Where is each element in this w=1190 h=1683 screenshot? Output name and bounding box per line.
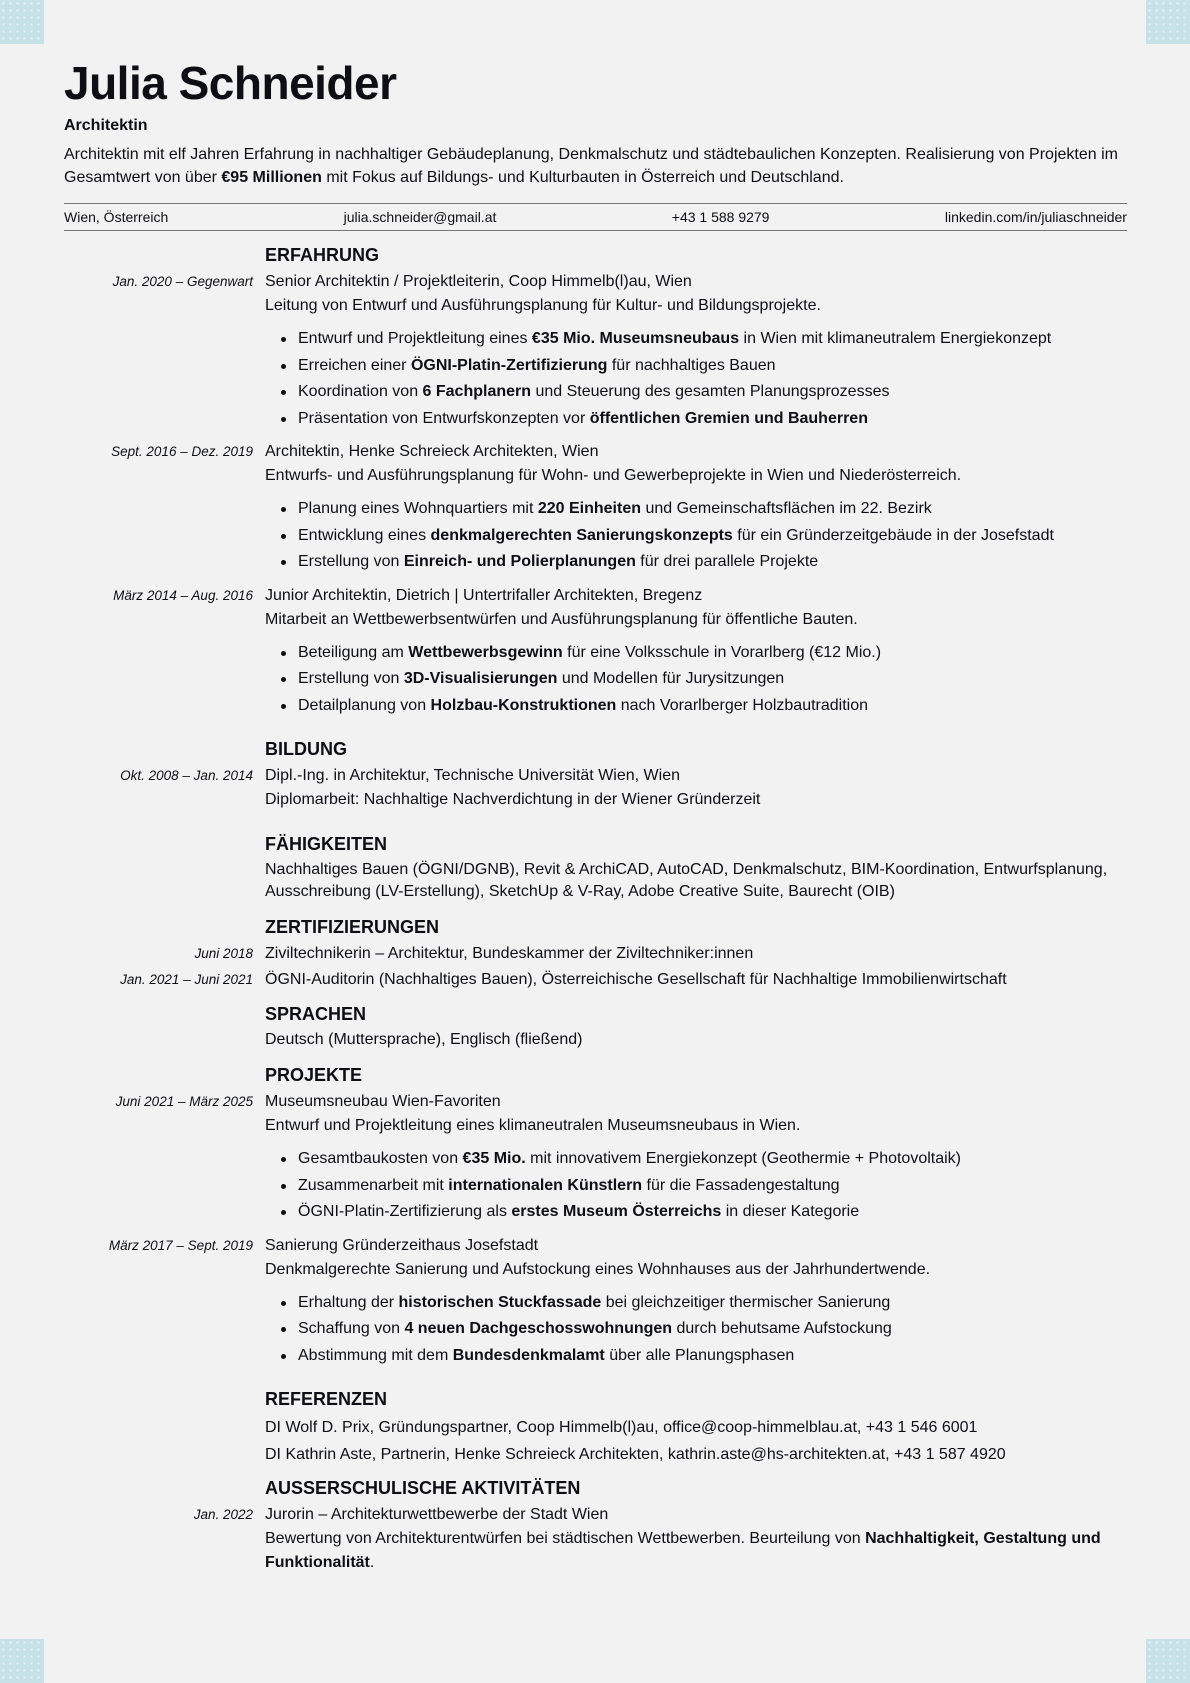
bullet-item: Schaffung von 4 neuen Dachgeschosswohnungen durch behutsame Aufstockung: [281, 1316, 1127, 1343]
entry-title: Dipl.-Ing. in Architektur, Technische Universität Wien, Wien: [265, 767, 680, 784]
section-title: BILDUNG: [265, 739, 347, 759]
entry-date: Jan. 2020 – Gegenwart: [112, 274, 253, 289]
entry-date: März 2014 – Aug. 2016: [113, 587, 253, 603]
bullet-list: [281, 496, 1127, 576]
section-title: ZERTIFIZIERUNGEN: [265, 917, 439, 937]
section-references: [64, 1387, 1127, 1468]
corner-decoration-bottom-right: [1146, 1639, 1190, 1683]
bullet-item: ÖGNI-Platin-Zertifizierung als erstes Museum Österreichs in dieser Kategorie: [281, 1199, 1127, 1226]
bullet-list: [281, 640, 1127, 720]
contact-phone[interactable]: +43 1 588 9279: [671, 209, 770, 225]
section-education: [64, 737, 1127, 812]
entry-title: ÖGNI-Auditorin (Nachhaltiges Bauen), Österreichische Gesellschaft für Nachhaltige Immobilienwirtschaft: [265, 971, 1007, 988]
bullet-item: Entwicklung eines denkmalgerechten Sanierungskonzepts für ein Gründerzeitgebäude in der Josefstadt: [281, 523, 1127, 550]
section-title: ERFAHRUNG: [265, 245, 380, 265]
entry-title: Ziviltechnikerin – Architektur, Bundeskammer der Ziviltechniker:innen: [265, 945, 754, 962]
education-entry: [64, 764, 1127, 812]
entry-description: Denkmalgerechte Sanierung und Aufstockung eines Wohnhauses aus der Jahrhundertwende.: [265, 1260, 931, 1278]
bullet-item: Abstimmung mit dem Bundesdenkmalamt über alle Planungsphasen: [281, 1343, 1127, 1370]
section-projects: [64, 1063, 1127, 1369]
skills-text: Nachhaltiges Bauen (ÖGNI/DGNB), Revit & ArchiCAD, AutoCAD, Denkmalschutz, BIM-Koordination, Entwurfsplanung, Ausschreibung (LV-Erstellung), SketchUp & V-Ray, Adobe Creative Suite, Baurecht (OIB): [265, 861, 1108, 900]
section-skills: [64, 832, 1127, 903]
entry-description: Leitung von Entwurf und Ausführungsplanung für Kultur- und Bildungsprojekte.: [265, 297, 821, 314]
corner-decoration-bottom-left: [0, 1639, 44, 1683]
section-title: AUSSERSCHULISCHE AKTIVITÄTEN: [265, 1478, 581, 1498]
entry-description: Entwurf und Projektleitung eines klimaneutralen Museumsneubaus in Wien.: [265, 1117, 801, 1134]
reference-line: DI Kathrin Aste, Partnerin, Henke Schreieck Architekten, kathrin.aste@hs-architekten.at, +43 1 587 4920: [265, 1446, 1006, 1463]
languages-text: Deutsch (Muttersprache), Englisch (fließend): [265, 1031, 583, 1048]
entry-title: Junior Architektin, Dietrich | Untertrifaller Architekten, Bregenz: [265, 586, 703, 604]
resume-page: [64, 54, 1127, 1583]
corner-decoration-top-left: [0, 0, 44, 44]
certification-entry: [64, 968, 1127, 992]
bullet-item: Gesamtbaukosten von €35 Mio. mit innovativem Energiekonzept (Geothermie + Photovoltaik): [281, 1146, 1127, 1173]
bullet-item: Erstellung von Einreich- und Polierplanungen für drei parallele Projekte: [281, 549, 1127, 576]
contact-bar: [64, 203, 1127, 231]
bullet-item: Koordination von 6 Fachplanern und Steuerung des gesamten Planungsprozesses: [281, 379, 1127, 406]
section-certifications: [64, 915, 1127, 992]
section-title: PROJEKTE: [265, 1065, 363, 1085]
entry-date: Juni 2018: [194, 946, 253, 961]
corner-decoration-top-right: [1146, 0, 1190, 44]
bullet-item: Erreichen einer ÖGNI-Platin-Zertifizierung für nachhaltiges Bauen: [281, 353, 1127, 380]
certification-entry: [64, 942, 1127, 966]
section-experience: [64, 243, 1127, 719]
entry-date: Sept. 2016 – Dez. 2019: [111, 444, 253, 459]
bullet-item: Präsentation von Entwurfskonzepten vor öffentlichen Gremien und Bauherren: [281, 406, 1127, 433]
section-languages: [64, 1002, 1127, 1051]
entry-title: Jurorin – Architekturwettbewerbe der Stadt Wien: [265, 1506, 609, 1523]
entry-title: Sanierung Gründerzeithaus Josefstadt: [265, 1236, 539, 1254]
bullet-item: Detailplanung von Holzbau-Konstruktionen nach Vorarlberger Holzbautradition: [281, 693, 1127, 720]
project-entry: [64, 1234, 1127, 1370]
entry-description: Entwurfs- und Ausführungsplanung für Wohn- und Gewerbeprojekte in Wien und Niederösterreich.: [265, 467, 962, 484]
section-title: FÄHIGKEITEN: [265, 834, 388, 854]
bullet-item: Erhaltung der historischen Stuckfassade bei gleichzeitiger thermischer Sanierung: [281, 1290, 1127, 1317]
experience-entry: [64, 584, 1127, 720]
entry-description: Bewertung von Architekturentwürfen bei städtischen Wettbewerben. Beurteilung von Nachhaltigkeit, Gestaltung und Funktionalität.: [265, 1530, 1101, 1571]
section-activities: [64, 1476, 1127, 1575]
section-title: SPRACHEN: [265, 1004, 367, 1024]
entry-date: Jan. 2022: [193, 1507, 253, 1522]
entry-date: Jan. 2021 – Juni 2021: [120, 972, 253, 987]
project-entry: [64, 1090, 1127, 1226]
bullet-item: Entwurf und Projektleitung eines €35 Mio. Museumsneubaus in Wien mit klimaneutralem Energiekonzept: [281, 326, 1127, 353]
contact-linkedin[interactable]: linkedin.com/in/juliaschneider: [944, 209, 1127, 225]
bullet-list: [281, 1146, 1127, 1226]
contact-email[interactable]: julia.schneider@gmail.at: [343, 209, 497, 225]
entry-title: Museumsneubau Wien-Favoriten: [265, 1093, 501, 1110]
bullet-list: [281, 1290, 1127, 1370]
experience-entry: [64, 270, 1127, 432]
candidate-name: Julia Schneider: [64, 57, 397, 109]
entry-date: März 2017 – Sept. 2019: [108, 1237, 253, 1253]
entry-description: Diplomarbeit: Nachhaltige Nachverdichtung in der Wiener Gründerzeit: [265, 791, 761, 808]
entry-title: Senior Architektin / Projektleiterin, Coop Himmelb(l)au, Wien: [265, 273, 692, 290]
bullet-list: [281, 326, 1127, 432]
reference-line: DI Wolf D. Prix, Gründungspartner, Coop Himmelb(l)au, office@coop-himmelblau.at, +43 1 546 6001: [265, 1419, 978, 1436]
experience-entry: [64, 440, 1127, 576]
entry-description: Mitarbeit an Wettbewerbsentwürfen und Ausführungsplanung für öffentliche Bauten.: [265, 610, 858, 628]
section-title: REFERENZEN: [265, 1389, 388, 1409]
activity-entry: [64, 1503, 1127, 1575]
candidate-role: Architektin: [64, 117, 148, 134]
bullet-item: Zusammenarbeit mit internationalen Künstlern für die Fassadengestaltung: [281, 1173, 1127, 1200]
bullet-item: Planung eines Wohnquartiers mit 220 Einheiten und Gemeinschaftsflächen im 22. Bezirk: [281, 496, 1127, 523]
entry-title: Architektin, Henke Schreieck Architekten, Wien: [265, 443, 599, 460]
bullet-item: Beteiligung am Wettbewerbsgewinn für eine Volksschule in Vorarlberg (€12 Mio.): [281, 640, 1127, 667]
contact-location: Wien, Österreich: [64, 209, 169, 225]
entry-date: Okt. 2008 – Jan. 2014: [120, 768, 253, 783]
bullet-item: Erstellung von 3D-Visualisierungen und Modellen für Jurysitzungen: [281, 666, 1127, 693]
summary: Architektin mit elf Jahren Erfahrung in nachhaltiger Gebäudeplanung, Denkmalschutz und städtebaulichen Konzepten. Realisierung von Projekten im Gesamtwert von über €95 Millionen mit Fokus auf Bildungs- und Kulturbauten in Österreich und Deutschland.: [64, 146, 1118, 186]
entry-date: Juni 2021 – März 2025: [115, 1094, 253, 1109]
